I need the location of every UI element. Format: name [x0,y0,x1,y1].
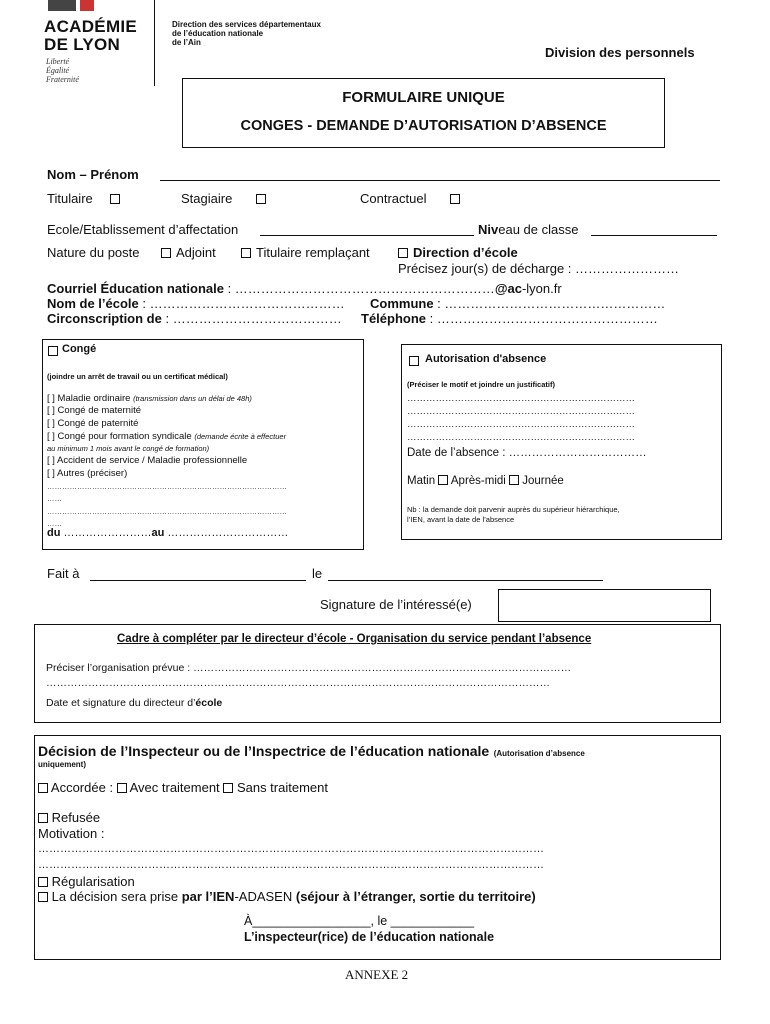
telephone-label: Téléphone [361,311,427,326]
direction-line-2: de l’éducation nationale [172,29,264,38]
signature-label: Signature de l’intéressé(e) [320,597,472,612]
commune-dots: : …………………………………………… [433,296,666,311]
autres-dots-2[interactable]: …………………………………………………………………………………… [47,507,287,516]
direction-line-1: Direction des services départementaux [172,20,321,29]
inspecteur-note-1: (Autorisation d’absence [493,749,585,758]
niveau-label [478,222,578,237]
autres-dots-1[interactable]: …………………………………………………………………………………… [47,482,287,491]
organisation-field[interactable]: Préciser l’organisation prévue : ……………………………………………………………………………………………… [46,662,572,674]
conge-instruction: (joindre un arrêt de travail ou un certificat médical) [47,372,228,381]
courriel-row[interactable] [47,281,562,296]
annexe-label: ANNEXE 2 [345,967,409,982]
titulaire-checkbox[interactable] [110,194,120,204]
niveau-field[interactable] [591,235,717,236]
maladie-option[interactable] [47,393,252,404]
journee-label: Journée [522,475,564,487]
nom-ecole-label: Nom de l’école [47,296,139,311]
titulaire-remplacant-label: Titulaire remplaçant [256,245,370,260]
affectation-field[interactable] [260,235,474,236]
motivation-dots-2[interactable]: ………………………………………………………………………………………………………………………… [38,859,544,871]
telephone-dots: : …………………………………………… [426,311,658,326]
motto-fraternite: Fraternité [46,75,79,84]
inspecteur-title: Décision de l’Inspecteur ou de l’Inspectrice de l’éducation nationale [38,743,490,759]
motif-dots-4[interactable]: ……………………………………………………………… [407,432,635,443]
formation-label: [ ] Congé pour formation syndicale [47,431,192,442]
affectation-label: Ecole/Etablissement d’affectation [47,222,239,237]
directeur-title: Cadre à compléter par le directeur d’école - Organisation du service pendant l’absence [117,633,592,645]
telephone-row[interactable] [361,311,658,326]
decharge-field[interactable]: Précisez jour(s) de décharge : …………………… [398,261,680,276]
organisation-dots[interactable]: ……………………………………………………………………………………………………………………………… [46,677,550,689]
titulaire-remplacant-checkbox[interactable] [241,248,251,258]
nb-line-2: l’IEN, avant la date de l’absence [407,515,515,524]
directeur-signature-prefix: Date et signature du directeur d’ [46,697,196,709]
motif-dots-3[interactable]: ……………………………………………………………… [407,419,635,430]
stagiaire-checkbox[interactable] [256,194,266,204]
autres-dots-2b: …… [47,519,62,528]
period-row [407,475,564,487]
inspecteur-signataire: L’inspecteur(rice) de l’éducation nationale [244,930,495,944]
adjoint-checkbox[interactable] [161,248,171,258]
circonscription-row[interactable] [47,311,342,326]
refusee-checkbox[interactable] [38,813,48,823]
motif-dots-2[interactable]: ……………………………………………………………… [407,406,635,417]
matin-label: Matin [407,475,436,487]
fait-a-field[interactable] [90,580,306,581]
formation-note-2: au minimum 1 mois avant le congé de formation) [47,444,210,453]
signature-field[interactable] [498,589,711,622]
courriel-at: @ac [494,281,522,296]
autorisation-instruction: (Préciser le motif et joindre un justificatif) [407,380,555,389]
regularisation-label: Régularisation [51,874,135,889]
form-subtitle: CONGES - DEMANDE D’AUTORISATION D’ABSENCE [240,118,607,134]
le-label: le [312,566,323,581]
du-label: du [47,527,61,539]
journee-checkbox[interactable] [509,475,519,485]
direction-ecole-checkbox[interactable] [398,248,408,258]
inspecteur-a-le-field[interactable]: À_________________, le ____________ [244,914,475,928]
decision-adasen: -ADASEN [234,889,293,904]
form-title: FORMULAIRE UNIQUE [342,89,505,106]
inspecteur-title-row [38,743,585,761]
conge-title: Congé [62,343,97,355]
accordee-checkbox[interactable] [38,783,48,793]
directeur-signature-bold: école [195,697,223,709]
directeur-signature[interactable] [46,697,222,709]
matin-checkbox[interactable] [438,475,448,485]
nom-prenom-label: Nom – Prénom [47,167,139,182]
contractuel-checkbox[interactable] [450,194,460,204]
accordee-row [38,780,328,795]
decision-ien-checkbox[interactable] [38,892,48,902]
niveau-label-rest: eau de classe [498,222,579,237]
date-absence-field[interactable]: Date de l’absence : ……………………………… [407,447,647,459]
sans-traitement-checkbox[interactable] [223,783,233,793]
academy-name-2: DE LYON [44,35,121,54]
nb-line-1: Nb : la demande doit parvenir auprès du supérieur hiérarchique, [407,505,620,514]
titulaire-label: Titulaire [47,191,93,206]
commune-label: Commune [370,296,434,311]
regularisation-row [38,874,135,889]
decision-suffix: (séjour à l’étranger, sortie du territoire) [292,889,536,904]
autorisation-title: Autorisation d'absence [425,353,547,365]
fait-a-label: Fait à [47,566,80,581]
refusee-row [38,810,100,825]
avec-traitement-checkbox[interactable] [117,783,127,793]
commune-row[interactable] [370,296,665,311]
niveau-label-bold: Niv [478,222,499,237]
regularisation-checkbox[interactable] [38,877,48,887]
avec-traitement-label: Avec traitement [129,780,220,795]
maladie-label: [ ] Maladie ordinaire [47,393,131,404]
du-dots: …………………… [60,527,152,539]
decision-par-ien: par l’IEN [181,889,235,904]
adjoint-label: Adjoint [176,245,216,260]
nature-poste-label: Nature du poste [47,245,140,260]
maladie-note: (transmission dans un délai de 48h) [133,394,252,403]
courriel-label: Courriel Éducation nationale [47,281,224,296]
nom-prenom-field[interactable] [160,180,720,181]
date-field[interactable] [328,580,603,581]
motto-liberte: Liberté [46,57,70,66]
decision-row [38,889,536,904]
motto-egalite: Égalité [46,66,70,75]
formation-note-1: (demande écrite à effectuer [194,432,287,441]
direction-line-3: de l’Ain [172,38,201,47]
refusee-label: Refusée [51,810,101,825]
autres-option[interactable]: [ ] Autres (préciser) [47,468,128,479]
contractuel-label: Contractuel [360,191,427,206]
nom-ecole-dots: : ……………………………………… [138,296,345,311]
circonscription-label: Circonscription de [47,311,162,326]
marianne-logo-icon [48,0,76,11]
sans-traitement-label: Sans traitement [236,780,328,795]
marianne-flag-icon [80,0,94,11]
academy-name-1: ACADÉMIE [44,17,138,36]
header-divider [154,0,155,86]
circonscription-dots: : ………………………………… [161,311,342,326]
autorisation-checkbox[interactable] [409,356,419,366]
conge-dates-row[interactable] [47,527,288,539]
paternite-option[interactable]: [ ] Congé de paternité [47,418,139,429]
motif-dots-1[interactable]: ……………………………………………………………… [407,393,635,404]
apres-midi-label: Après-midi [450,475,506,487]
stagiaire-label: Stagiaire [181,191,233,206]
maternite-option[interactable]: [ ] Congé de maternité [47,405,141,416]
decision-prefix: La décision sera prise [51,889,182,904]
inspecteur-note-2: uniquement) [38,760,86,769]
au-dots: …………………………… [164,527,289,539]
au-label: au [151,527,165,539]
formation-option[interactable] [47,431,286,442]
accident-option[interactable]: [ ] Accident de service / Maladie professionnelle [47,455,248,466]
motivation-label: Motivation : [38,826,105,841]
conge-checkbox[interactable] [48,346,58,356]
title-box [182,78,665,148]
nom-ecole-row[interactable] [47,296,345,311]
motivation-dots-1[interactable]: ………………………………………………………………………………………………………………………… [38,843,544,855]
courriel-dots: : …………………………………………………… [223,281,495,296]
division-label: Division des personnels [545,45,695,60]
accordee-label: Accordée : [50,780,114,795]
courriel-domain: -lyon.fr [521,281,562,296]
direction-ecole-label: Direction d’école [413,245,518,260]
autres-dots-1b: …… [47,494,62,503]
